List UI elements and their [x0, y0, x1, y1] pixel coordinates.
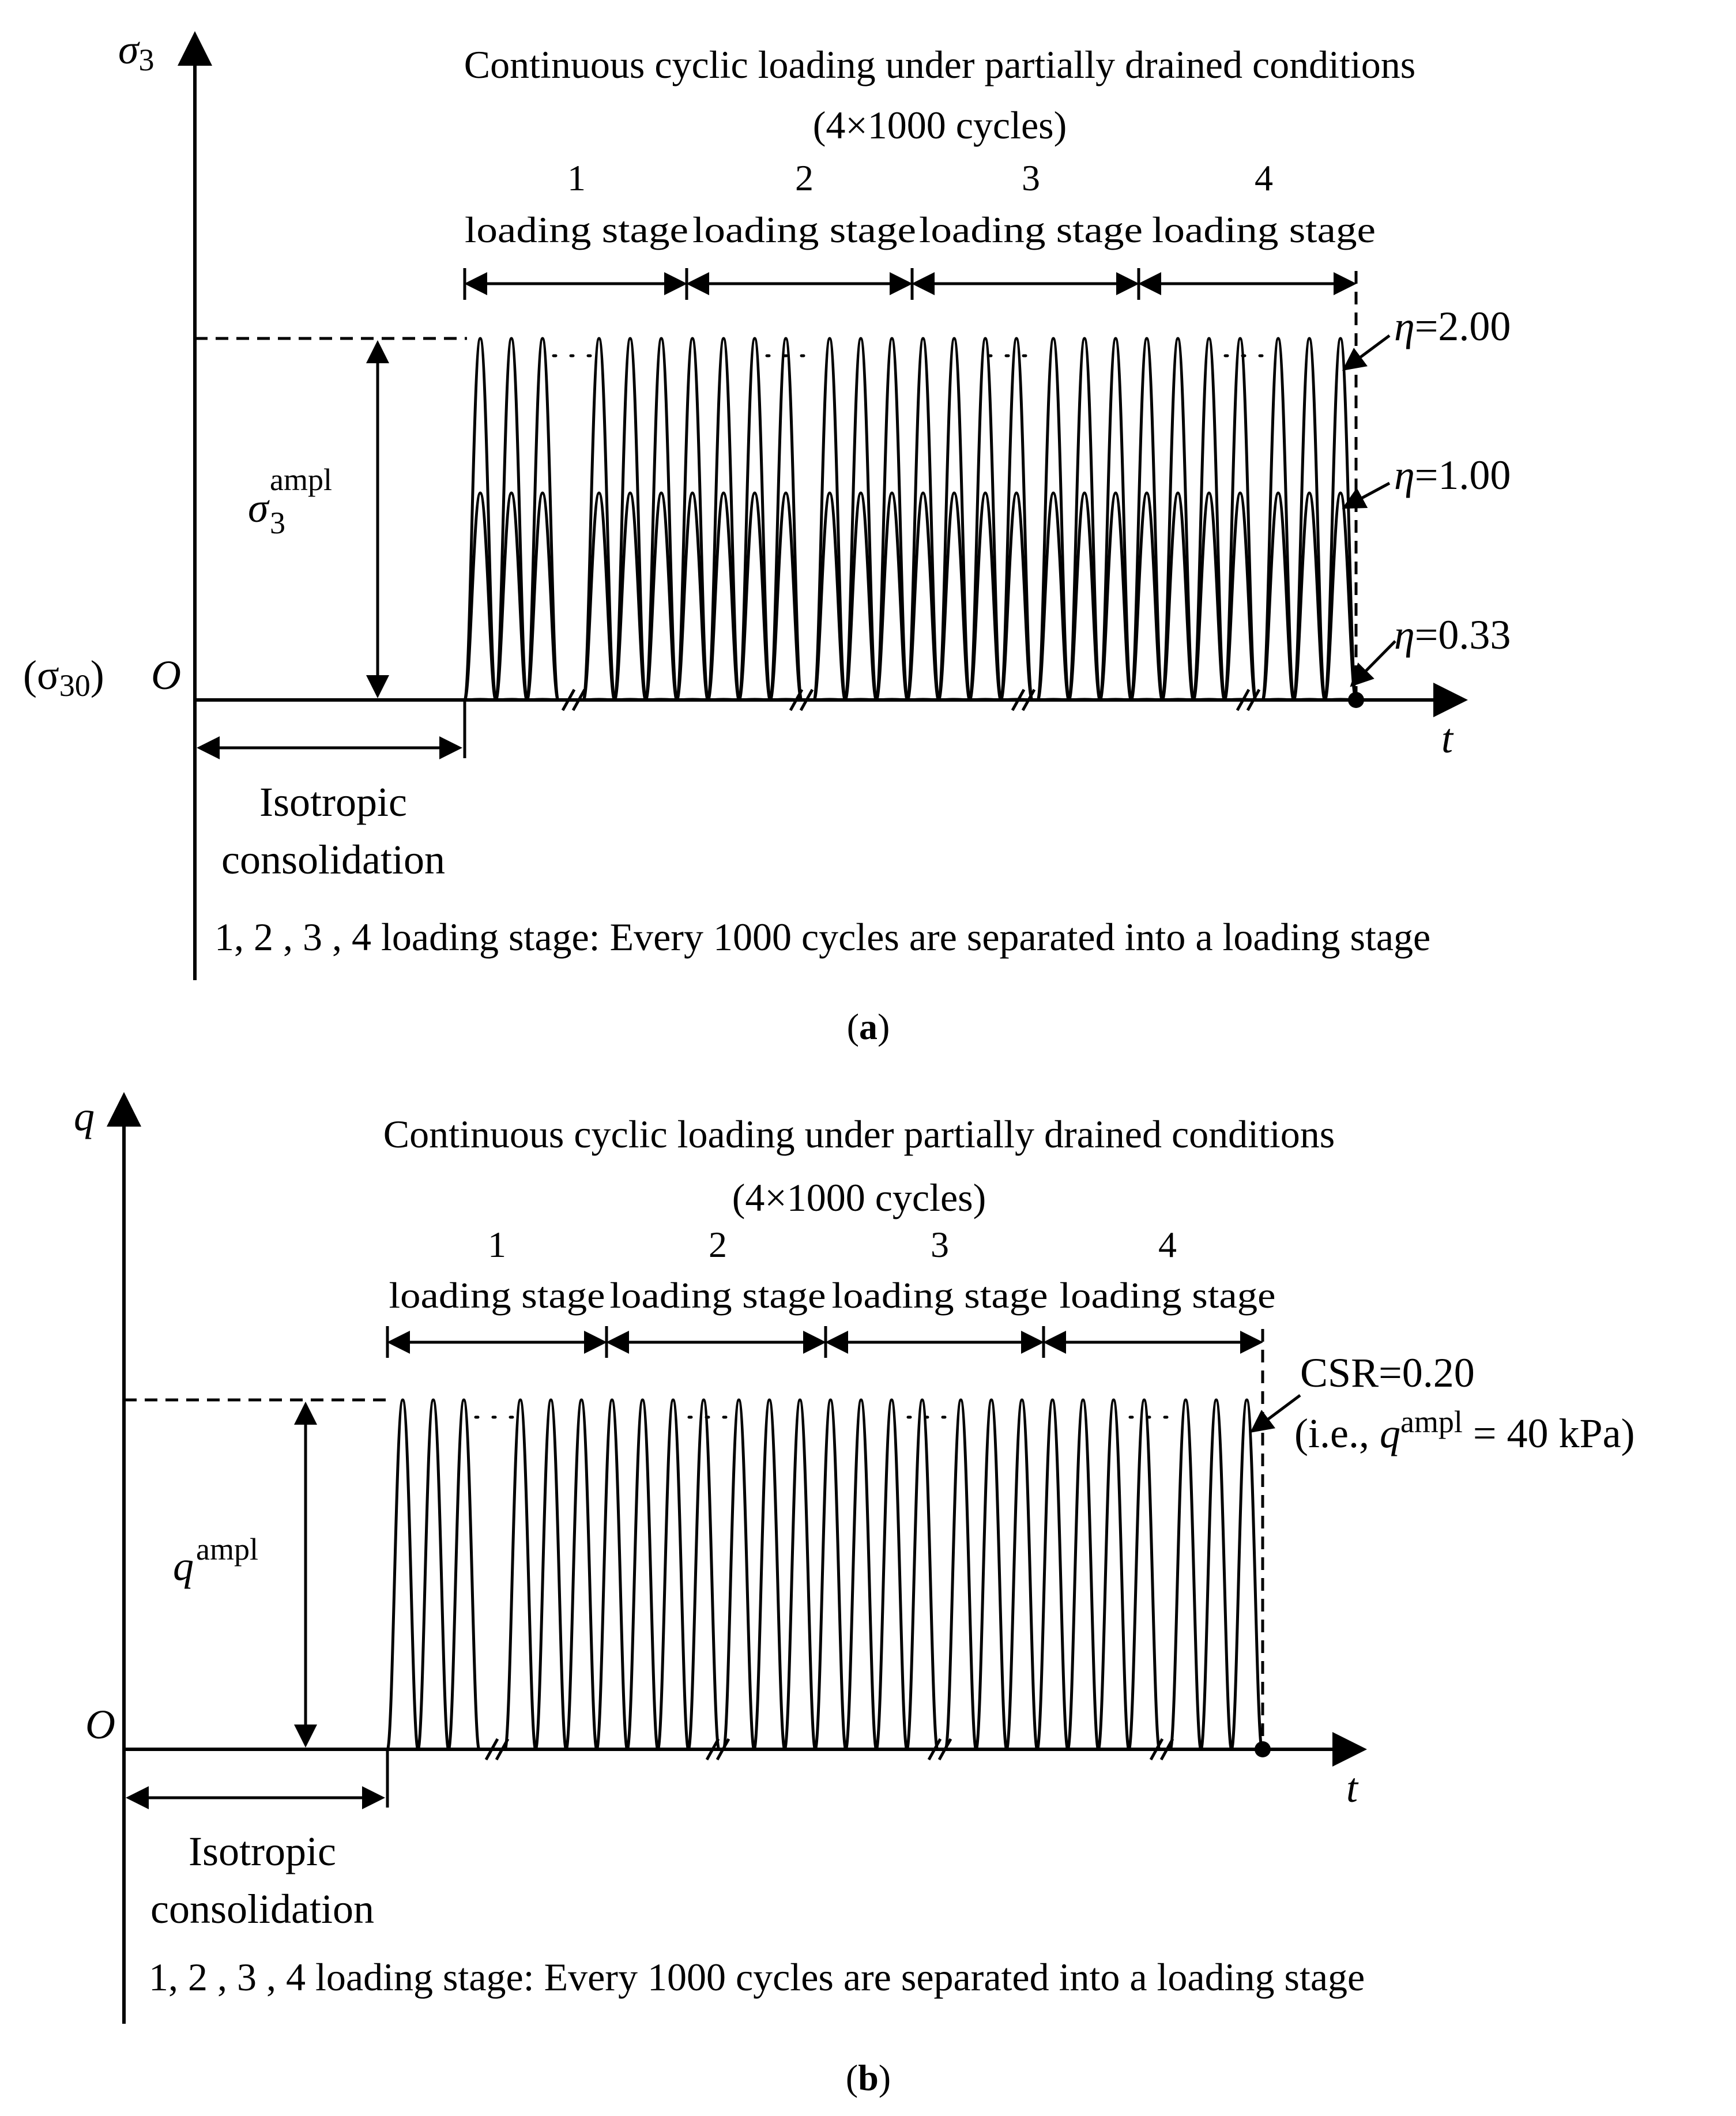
panel-b-cycle-0: [688, 1400, 719, 1749]
panel-a-eta-label-1: η=1.00: [1394, 452, 1511, 498]
panel-b-title: Continuous cyclic loading under partially drained conditions: [383, 1112, 1335, 1156]
panel-a-cycle-2: [1038, 699, 1069, 700]
panel-a-amplitude-label: σ: [248, 485, 269, 531]
panel-a-stage-number-2: 2: [795, 157, 814, 198]
panel-b-cycle-0: [1170, 1400, 1201, 1749]
panel-a-stage-number-4: 4: [1255, 157, 1273, 198]
panel-a-cycle-2: [845, 699, 876, 700]
panel-a-cycle-2: [970, 699, 1001, 700]
panel-b-cycle-0: [754, 1400, 785, 1749]
panel-b-csr-note: (i.e., $q^{ampl} = 40$ kPa): [1294, 1405, 1635, 1456]
panel-a-consolidation-label-1: Isotropic: [259, 779, 407, 825]
panel-b-cycle-0: [815, 1400, 846, 1749]
panel-a-origin-stress-label: (σ30): [23, 652, 104, 703]
panel-b-cycle-0: [876, 1400, 907, 1749]
panel-b-consolidation-label-1: Isotropic: [189, 1828, 336, 1874]
panel-a-eta-label-2: η=2.00: [1394, 303, 1511, 349]
panel-b-cycle-0: [846, 1400, 876, 1749]
panel-b-cycle-0: [566, 1400, 597, 1749]
panel-a-consolidation-label-2: consolidation: [221, 837, 445, 883]
panel-b-consolidation-label-2: consolidation: [150, 1886, 374, 1932]
panel-b-cycle-0: [976, 1400, 1007, 1749]
panel-a-cycle-2: [1294, 699, 1325, 700]
panel-a-x-axis-label: t: [1441, 716, 1453, 762]
panel-a-y-axis-label: σ3: [118, 27, 155, 77]
panel-a-eta-pointer-2: [1345, 336, 1389, 369]
panel-b-caption: (b): [845, 2057, 891, 2098]
panel-a-cycle-2: [708, 699, 739, 700]
panel-b-amplitude-label: q: [173, 1543, 194, 1589]
panel-b-origin-label: O: [85, 1701, 115, 1748]
panel-b-cycle-0: [1201, 1400, 1232, 1749]
panel-b-cycle-0: [1232, 1400, 1262, 1749]
panel-a-cycle-2: [814, 699, 845, 700]
panel-b-stage-label-1: loading stage: [389, 1275, 605, 1316]
panel-b-cycle-0: [536, 1400, 566, 1749]
panel-a-stage-label-4: loading stage: [1152, 209, 1376, 250]
panel-a-cycle-2: [496, 699, 527, 700]
panel-a-cycle-2: [615, 699, 646, 700]
panel-b-amplitude-sup: ampl: [196, 1532, 258, 1567]
panel-a-stage-label-3: loading stage: [919, 209, 1143, 250]
panel-a-eta-pointer-033: [1352, 641, 1395, 685]
panel-a-cycle-2: [939, 699, 970, 700]
panel-a-cycle-2: [1162, 699, 1193, 700]
panel-b-cycle-0: [1129, 1400, 1159, 1749]
panel-b-y-axis-label: q: [74, 1093, 95, 1139]
panel-b-footnote: 1, 2 , 3 , 4 loading stage: Every 1000 cycles are separated into a loading stage: [149, 1955, 1365, 1999]
panel-b-stage-label-3: loading stage: [831, 1275, 1048, 1316]
panel-b-cycle-0: [505, 1400, 536, 1749]
panel-a-cycle-2: [646, 699, 677, 700]
panel-a: [23, 27, 1511, 1047]
panel-b-cycle-0: [418, 1400, 449, 1749]
panel-b-x-axis-label: t: [1346, 1765, 1358, 1811]
panel-b-cycle-0: [1068, 1400, 1098, 1749]
panel-a-amplitude-sup: ampl: [270, 462, 332, 497]
panel-b-stage-number-3: 3: [931, 1224, 949, 1265]
panel-a-footnote: 1, 2 , 3 , 4 loading stage: Every 1000 cycles are separated into a loading stage: [214, 915, 1431, 959]
panel-a-cycle-2: [1069, 699, 1100, 700]
panel-a-eta-label-033: η=0.33: [1394, 612, 1511, 658]
panel-b-csr-pointer: [1252, 1395, 1300, 1431]
panel-a-cycle-2: [876, 699, 907, 700]
panel-a-cycle-2: [907, 699, 939, 700]
panel-a-eta-pointer-1: [1345, 483, 1389, 507]
panel-b-stage-label-4: loading stage: [1059, 1275, 1276, 1316]
panel-b: [74, 1093, 1635, 2098]
panel-a-stage-number-1: 1: [567, 157, 586, 198]
panel-b-cycle-0: [907, 1400, 937, 1749]
panel-b-cycles: (4×1000 cycles): [732, 1176, 986, 1219]
panel-a-cycle-2: [465, 699, 496, 700]
panel-b-cycle-0: [1007, 1400, 1037, 1749]
panel-a-cycle-2: [1100, 699, 1131, 700]
panel-b-stage-number-1: 1: [488, 1224, 506, 1265]
panel-b-cycle-0: [597, 1400, 627, 1749]
panel-a-cycle-2: [1263, 699, 1294, 700]
panel-b-cycle-0: [1098, 1400, 1129, 1749]
panel-a-cycle-2: [1193, 699, 1225, 700]
panel-a-stage-label-2: loading stage: [692, 209, 916, 250]
panel-b-cycle-0: [1037, 1400, 1068, 1749]
panel-b-stage-number-4: 4: [1158, 1224, 1177, 1265]
panel-b-stage-number-2: 2: [709, 1224, 727, 1265]
panel-a-amplitude-sub: 3: [270, 506, 285, 540]
panel-b-waveforms: [387, 1400, 1262, 1760]
panel-a-origin-label: O: [151, 652, 181, 698]
panel-b-cycle-0: [724, 1400, 754, 1749]
panel-a-caption: (a): [846, 1006, 890, 1047]
panel-a-cycle-2: [527, 699, 558, 700]
panel-b-cycle-0: [449, 1400, 479, 1749]
panel-b-cycle-0: [785, 1400, 815, 1749]
panel-b-csr-label: CSR=0.20: [1300, 1350, 1475, 1396]
panel-a-cycle-2: [739, 699, 770, 700]
panel-a-cycle-2: [1131, 699, 1162, 700]
panel-a-stage-number-3: 3: [1022, 157, 1040, 198]
panel-a-cycle-2: [1225, 699, 1256, 700]
panel-b-stage-label-2: loading stage: [609, 1275, 826, 1316]
panel-b-cycle-0: [387, 1400, 418, 1749]
panel-b-cycle-0: [658, 1400, 688, 1749]
panel-a-cycle-2: [583, 699, 615, 700]
panel-a-waveforms: [465, 338, 1356, 710]
panel-a-title: Continuous cyclic loading under partially drained conditions: [464, 43, 1416, 86]
panel-b-cycle-0: [627, 1400, 658, 1749]
panel-a-stage-label-1: loading stage: [465, 209, 688, 250]
panel-b-cycle-0: [946, 1400, 976, 1749]
panel-a-end-marker: [1348, 692, 1364, 708]
panel-a-cycles: (4×1000 cycles): [812, 103, 1067, 147]
panel-b-end-marker: [1255, 1741, 1271, 1757]
panel-a-cycle-2: [677, 699, 708, 700]
